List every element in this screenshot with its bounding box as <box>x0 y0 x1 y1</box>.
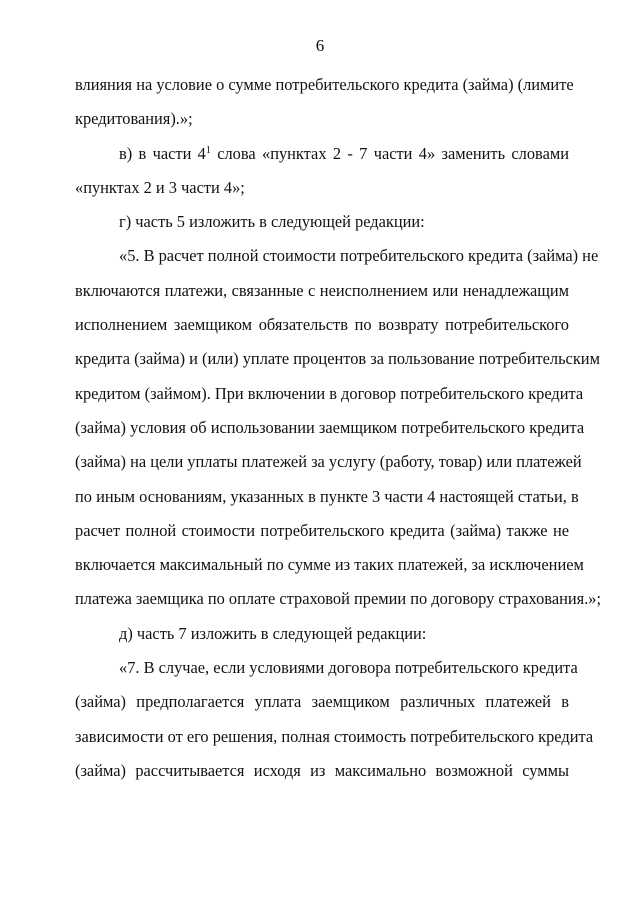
text-line-content: (займа) рассчитывается исходя из максимально возможной суммы <box>75 760 569 780</box>
text-line-content: расчет полной стоимости потребительского кредита (займа) также не <box>75 520 569 540</box>
text-line-content: кредитом (займом). При включении в договор потребительского кредита <box>75 383 584 403</box>
text-line <box>75 274 569 308</box>
text-line-content: платежа заемщика по оплате страховой премии по договору страхования.»; <box>75 589 602 609</box>
text-line-content: «5. В расчет полной стоимости потребительского кредита (займа) не <box>119 246 599 266</box>
text-line-content: (займа) на цели уплаты платежей за услугу (работу, товар) или платежей <box>75 452 582 472</box>
text-line-content: кредитования).»; <box>75 109 193 129</box>
text-line <box>75 239 599 273</box>
text-line-content: зависимости от его решения, полная стоимость потребительского кредита <box>75 726 594 746</box>
text-line <box>75 685 569 719</box>
page-number: 6 <box>315 36 325 55</box>
text-line <box>75 68 574 102</box>
text-line <box>75 480 579 514</box>
text-line <box>75 514 569 548</box>
text-line <box>75 171 569 205</box>
text-line <box>75 445 582 479</box>
text-line-content: включаются платежи, связанные с неисполнением или ненадлежащим <box>75 280 569 300</box>
text-line <box>75 548 584 582</box>
superscript: 1 <box>205 144 211 156</box>
text-line <box>75 342 600 376</box>
text-line <box>75 720 594 754</box>
text-line <box>75 582 602 616</box>
text-line-content: по иным основаниям, указанных в пункте 3 части 4 настоящей статьи, в <box>75 486 579 506</box>
text-line-content: «7. В случае, если условиями договора потребительского кредита <box>119 658 578 678</box>
text-line-tail: слова «пунктах 2 - 7 части 4» заменить словами <box>210 143 569 163</box>
text-line-content: г) часть 5 изложить в следующей редакции: <box>119 212 425 232</box>
text-line <box>75 205 569 239</box>
text-line-content: исполнением заемщиком обязательств по возврату потребительского <box>75 315 569 335</box>
text-line <box>75 617 569 651</box>
text-line-content: «пунктах 2 и 3 части 4»; <box>75 177 245 197</box>
text-line <box>75 754 569 788</box>
text-line-content: включается максимальный по сумме из таких платежей, за исключением <box>75 555 584 575</box>
text-line <box>75 411 585 445</box>
text-line <box>75 308 569 342</box>
text-line-content: кредита (займа) и (или) уплате процентов за пользование потребительским <box>75 349 600 369</box>
text-line-content: (займа) предполагается уплата заемщиком различных платежей в <box>75 692 569 712</box>
text-line-content: влияния на условие о сумме потребительского кредита (займа) (лимите <box>75 75 574 94</box>
text-line-content: в) в части 4 <box>119 143 206 163</box>
text-line <box>75 651 578 685</box>
text-line <box>75 137 569 171</box>
document-body <box>75 68 602 788</box>
text-line <box>75 102 569 136</box>
text-line <box>75 377 584 411</box>
text-line-content: (займа) условия об использовании заемщиком потребительского кредита <box>75 417 585 437</box>
text-line-content: д) часть 7 изложить в следующей редакции: <box>119 623 427 643</box>
